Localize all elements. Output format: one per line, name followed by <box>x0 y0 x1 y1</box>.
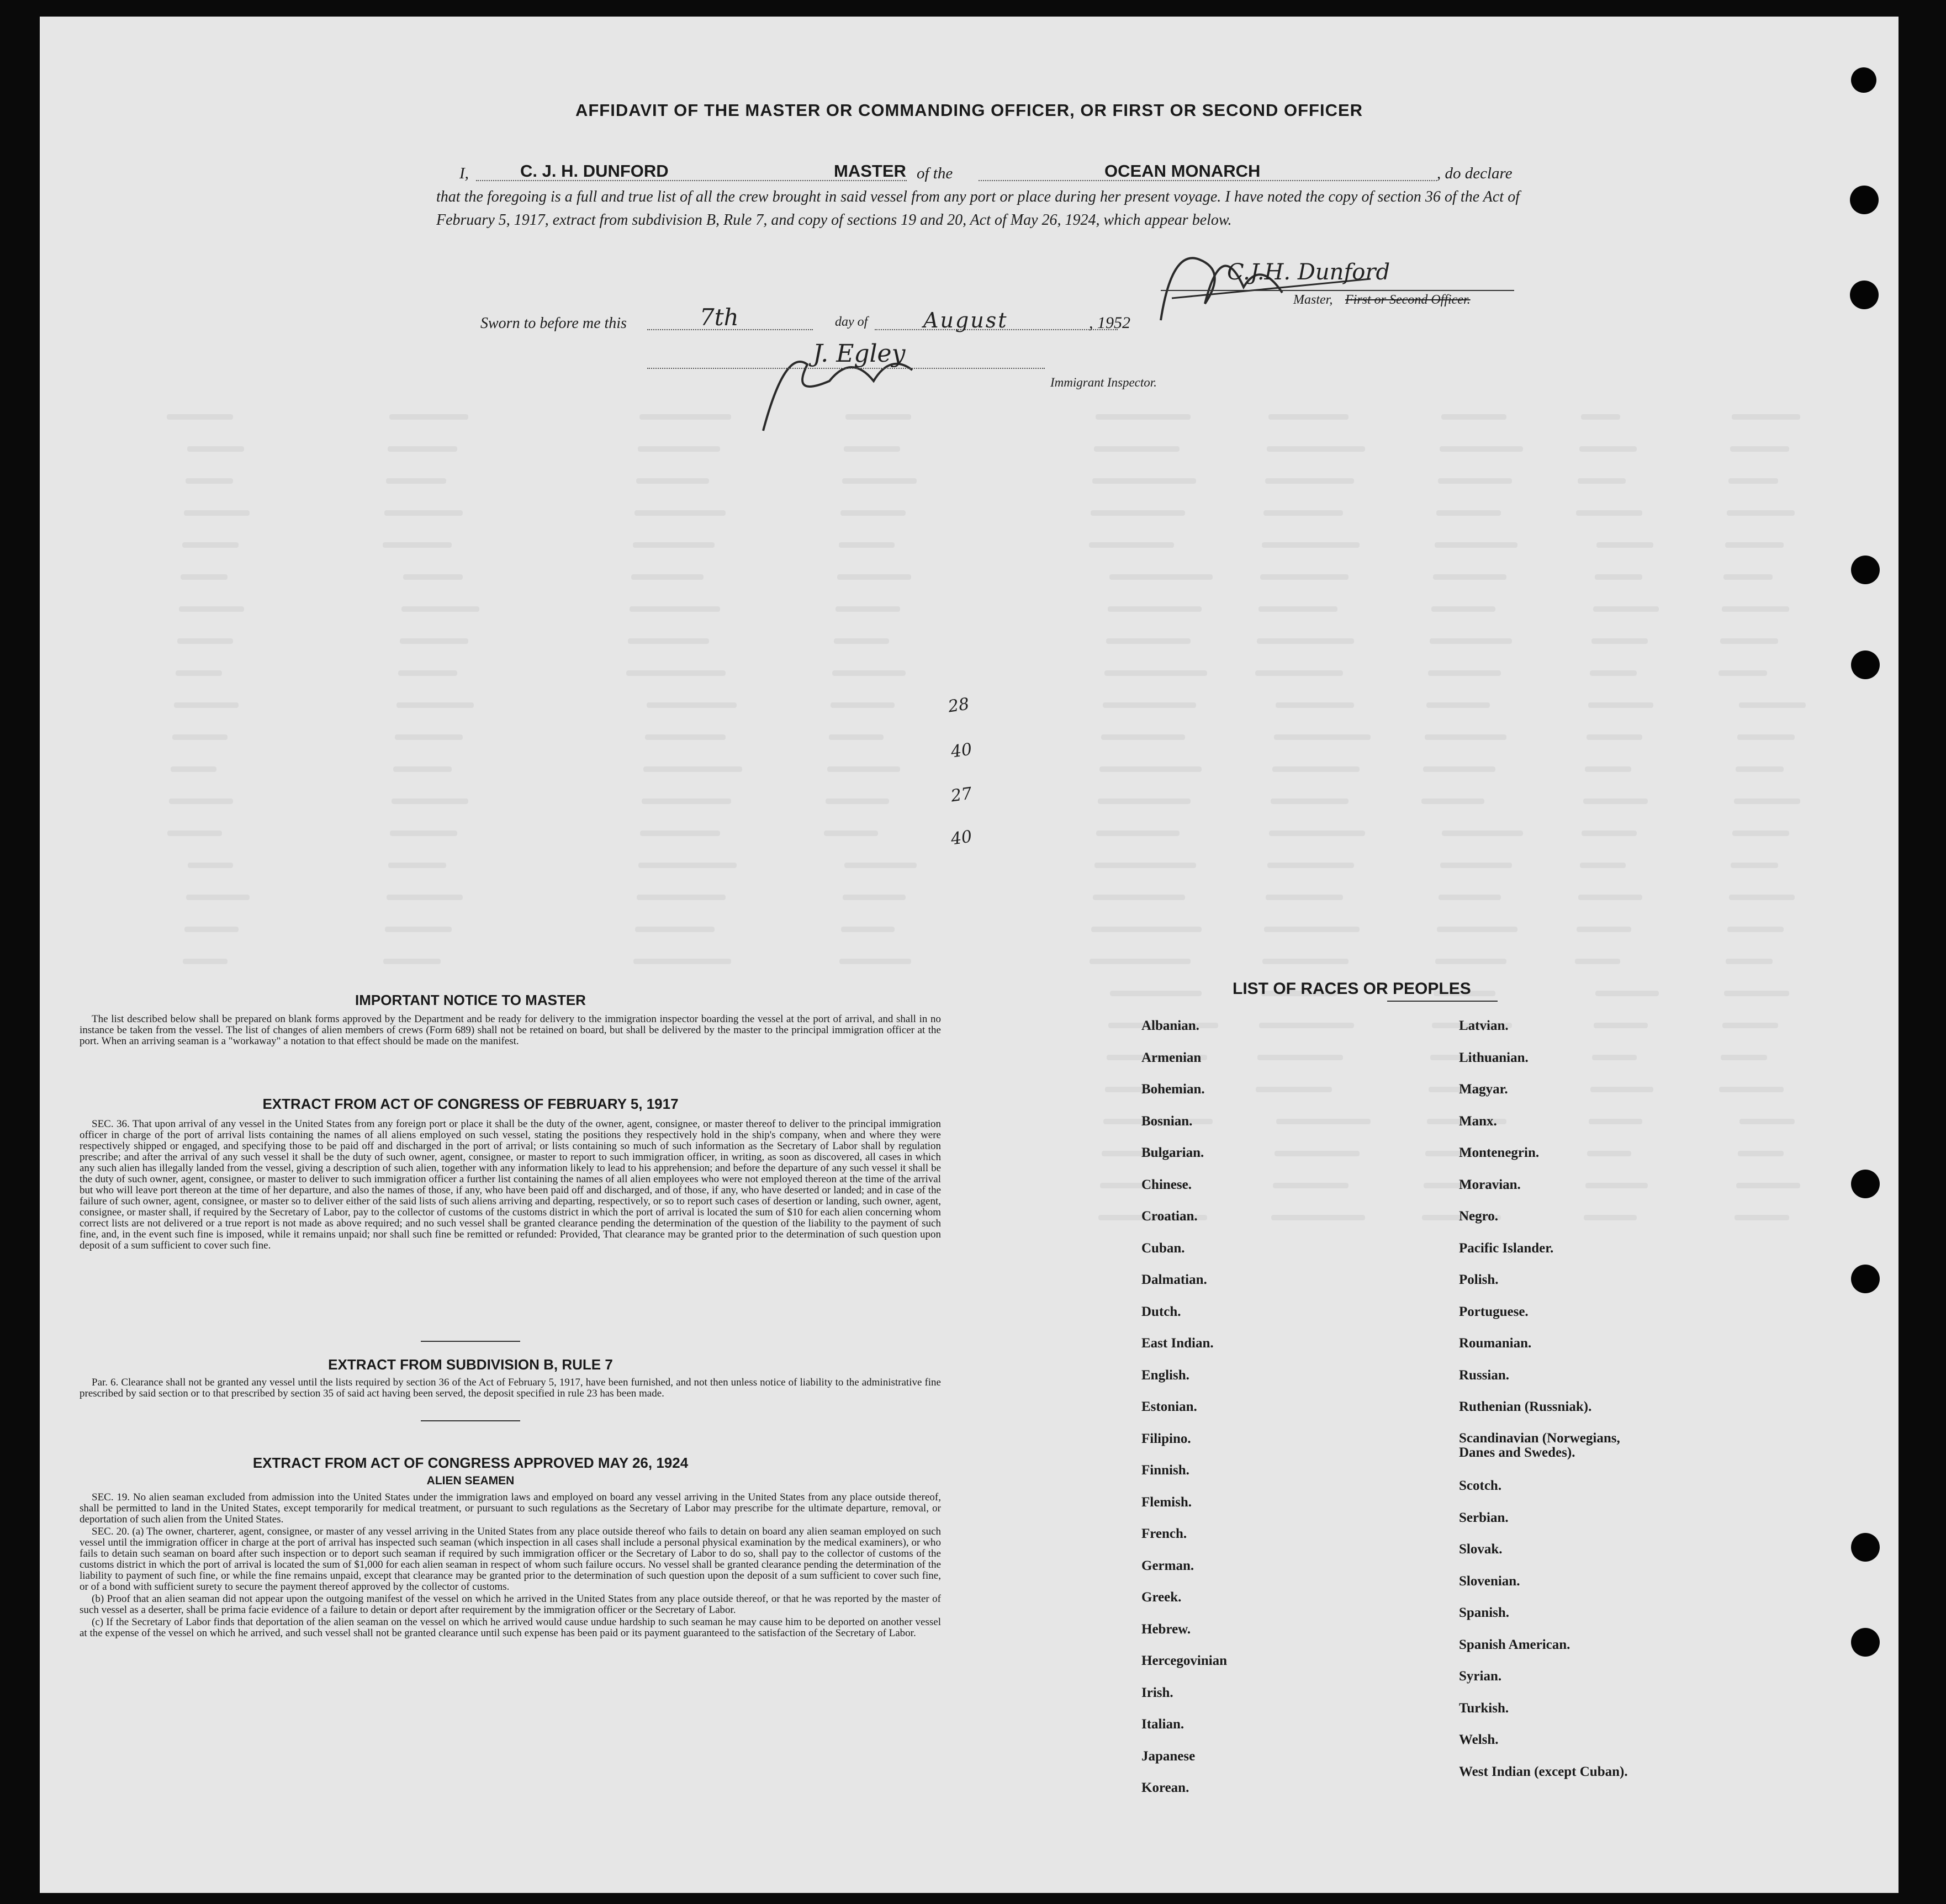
ghost-mark <box>634 510 726 516</box>
extract-1924-title: EXTRACT FROM ACT OF CONGRESS APPROVED MAY 26, 1924 <box>252 1455 689 1471</box>
ghost-mark <box>1595 991 1659 996</box>
ghost-mark <box>1264 927 1360 932</box>
race-item: Cuban. <box>1141 1241 1185 1256</box>
sec-20c-paragraph: (c) If the Secretary of Labor finds that deportation of the alien seaman on the vessel on which he arrived would cause undue hardship to such seaman he may cause him to be deported on another vessel at the expense of the vessel on which he arrived, and such vessel shall not be granted clearance until such expense has been paid or its payment guaranteed to the satisfaction of the Secretary of Labor. <box>80 1616 941 1639</box>
ghost-mark <box>1723 574 1773 580</box>
race-item: Spanish. <box>1459 1605 1510 1620</box>
ghost-mark <box>1736 766 1784 772</box>
extract-1924-text <box>80 1492 941 1640</box>
ghost-mark <box>1577 927 1631 932</box>
ghost-mark <box>837 574 911 580</box>
race-item: Croatian. <box>1141 1209 1198 1224</box>
ghost-mark <box>1594 1023 1648 1028</box>
race-item: Slovak. <box>1459 1542 1503 1557</box>
ghost-mark <box>1726 959 1773 964</box>
race-item: Bosnian. <box>1141 1114 1193 1129</box>
ghost-mark <box>1421 798 1484 804</box>
race-item: East Indian. <box>1141 1336 1214 1351</box>
inspector-signature: J. Egley <box>813 340 906 368</box>
ghost-mark <box>1736 1183 1800 1188</box>
ghost-mark <box>392 798 468 804</box>
ghost-mark <box>1257 1055 1343 1060</box>
do-declare-label: , do declare <box>1437 165 1513 182</box>
race-item: Slovenian. <box>1459 1574 1520 1589</box>
ghost-mark <box>1593 606 1659 612</box>
ghost-mark <box>385 927 452 932</box>
ghost-mark <box>642 798 731 804</box>
ghost-mark <box>647 702 737 708</box>
ghost-mark <box>824 831 878 836</box>
ghost-mark <box>1436 510 1501 516</box>
ghost-mark <box>182 542 239 548</box>
ghost-mark <box>640 831 720 836</box>
ghost-mark <box>1737 734 1795 740</box>
affidavit-body: that the foregoing is a full and true list of all the crew brought in said vessel from any port or place during her present voyage. I have noted the copy of section 36 of the Act of February 5, 1917, extract from subdivision B, Rule 7, and copy of sections 19 and 20, Act of May 26, 1924, which appear below. <box>436 188 1520 229</box>
punch-hole <box>1850 186 1879 214</box>
ghost-mark <box>1106 638 1191 644</box>
ghost-mark <box>638 446 720 452</box>
ghost-mark <box>1578 895 1642 900</box>
ghost-mark <box>1262 542 1360 548</box>
race-item: Albanian. <box>1141 1018 1199 1033</box>
scan-border-right <box>1899 0 1946 1904</box>
ghost-mark <box>633 959 731 964</box>
ghost-mark <box>1265 478 1354 484</box>
ghost-mark <box>1440 863 1512 868</box>
ghost-mark <box>177 638 233 644</box>
race-item: Finnish. <box>1141 1463 1189 1478</box>
ghost-mark <box>1090 959 1191 964</box>
ghost-mark <box>1590 670 1637 676</box>
ghost-mark <box>1585 1183 1648 1188</box>
ghost-mark <box>1581 414 1620 420</box>
ghost-mark <box>1423 766 1495 772</box>
scan-border-left <box>0 0 40 1904</box>
inspector-label: Immigrant Inspector. <box>1050 375 1157 389</box>
race-item: Russian. <box>1459 1368 1510 1383</box>
race-item: Korean. <box>1141 1780 1189 1795</box>
race-item: French. <box>1141 1526 1187 1541</box>
race-item: Estonian. <box>1141 1399 1197 1414</box>
ghost-mark <box>831 702 895 708</box>
ghost-mark <box>635 927 715 932</box>
affidavit-i-label: I, <box>459 165 469 182</box>
race-item: Bulgarian. <box>1141 1145 1204 1160</box>
race-item: Spanish American. <box>1459 1637 1570 1652</box>
punch-hole <box>1851 556 1880 584</box>
ghost-mark <box>1263 510 1343 516</box>
ghost-mark <box>1268 414 1349 420</box>
ghost-mark <box>1438 478 1512 484</box>
ghost-mark <box>1722 606 1789 612</box>
ghost-mark <box>1101 734 1185 740</box>
race-item: Negro. <box>1459 1209 1499 1224</box>
ghost-mark <box>1089 542 1174 548</box>
ghost-mark <box>1255 670 1343 676</box>
ghost-mark <box>1257 638 1354 644</box>
extract-1917-paragraph: SEC. 36. That upon arrival of any vessel in the United States from any foreign port or place it shall be the duty of the owner, agent, consignee, or master thereof to deliver to the principal immigration officer in charge of the port of arrival lists containing the names of all aliens employed on such vessel, stating the positions they respectively hold in the ship's company, when and where they were respectively shipped or engaged, and specifying those to be paid off and discharged in the port of arrival; or lists containing so much of such information as the Secretary of Labor shall by regulation prescribe; and after the arrival of any such vessel it shall be the duty of such owner, agent, consignee, or master to report to such immigration officer, in writing, as soon as discovered, all cases in which any such alien has illegally landed from the vessel, giving a description of such alien, together with any information likely to lead to his apprehension; and before the departure of any such vessel it shall be the duty of such owner, agent, consignee, or master to deliver to such immigration officer a further list containing the names of all alien employees who were not employed thereon at the time of the arrival but who will leave port thereon at the time of her departure, and also the names of those, if any, who have been paid off and discharged, and of those, if any, who have deserted or landed; and in case of the failure of such owner, agent, consignee, or master so to deliver either of the said lists of such aliens arriving and departing, respectively, or so to report such cases of desertion or landing, such owner, agent, consignee, or master shall, if required by the Secretary of Labor, pay to the collector of customs of the customs district in which the port of arrival is located the sum of $10 for each alien concerning whom correct lists are not delivered or a true report is not made as above required; and no such vessel shall be granted clearance pending the determination of the question of the liability to the payment of such fine, and, in the event such fine is imposed, while it remains unpaid; nor shall such fine be remitted or refunded: Provided, That clearance may be granted prior to the determination of such question upon deposit of a sum sufficient to cover such fine. <box>80 1118 941 1251</box>
ghost-mark <box>835 606 900 612</box>
notice-title: IMPORTANT NOTICE TO MASTER <box>355 992 586 1008</box>
ghost-mark <box>1091 510 1185 516</box>
race-item: Turkish. <box>1459 1701 1509 1716</box>
ghost-mark <box>1583 798 1648 804</box>
ghost-mark <box>403 574 463 580</box>
ghost-mark <box>1259 1023 1354 1028</box>
ghost-mark <box>1739 1119 1795 1124</box>
ghost-mark <box>829 734 884 740</box>
ghost-mark <box>1437 927 1517 932</box>
ghost-mark <box>1267 446 1365 452</box>
race-item: Irish. <box>1141 1685 1173 1700</box>
ghost-mark <box>1256 1087 1332 1092</box>
ghost-mark <box>1267 863 1354 868</box>
ghost-mark <box>183 959 228 964</box>
ghost-mark <box>383 542 452 548</box>
ghost-mark <box>1575 959 1620 964</box>
race-item: Greek. <box>1141 1590 1182 1605</box>
ghost-mark <box>172 734 228 740</box>
ghost-mark <box>1442 831 1523 836</box>
race-item: Hebrew. <box>1141 1622 1191 1637</box>
struck-officer-label: First or Second Officer. <box>1345 293 1471 307</box>
rule7-text <box>80 1377 941 1400</box>
ghost-mark <box>1272 766 1360 772</box>
ghost-mark <box>1580 863 1626 868</box>
ghost-mark <box>398 670 457 676</box>
ghost-mark <box>171 766 216 772</box>
ghost-mark <box>1274 734 1371 740</box>
ghost-mark <box>1595 574 1642 580</box>
ghost-mark <box>626 670 726 676</box>
ghost-mark <box>396 702 474 708</box>
ghost-mark <box>628 638 709 644</box>
punch-hole <box>1851 650 1880 679</box>
ghost-mark <box>1271 798 1349 804</box>
ghost-mark <box>1435 959 1506 964</box>
ghost-mark <box>1430 638 1512 644</box>
ghost-mark <box>1728 478 1778 484</box>
race-item: Manx. <box>1459 1114 1497 1129</box>
ghost-mark <box>1596 542 1653 548</box>
ghost-mark <box>401 606 479 612</box>
ghost-mark <box>1720 638 1778 644</box>
ghost-mark <box>393 766 452 772</box>
inspector-line <box>647 368 1045 369</box>
master-label: Master, <box>1293 293 1333 307</box>
ghost-mark <box>167 831 222 836</box>
punch-hole <box>1851 67 1876 93</box>
ghost-mark <box>1275 1151 1360 1156</box>
ghost-mark <box>1435 542 1517 548</box>
ghost-mark <box>1718 670 1767 676</box>
sec-20b-paragraph: (b) Proof that an alien seaman did not appear upon the outgoing manifest of the vessel on which he arrived in the United States from any place outside thereof, or that he was reported by the master of such vessel as a deserter, shall be prima facie evidence of a failure to detain or deport after requirement by the immigration officer or the Secretary of Labor. <box>80 1593 941 1616</box>
ghost-mark <box>1425 734 1506 740</box>
ghost-mark <box>1591 638 1648 644</box>
ghost-mark <box>637 895 726 900</box>
ghost-mark <box>1730 446 1789 452</box>
ghost-mark <box>1108 606 1202 612</box>
race-item: English. <box>1141 1368 1189 1383</box>
ghost-mark <box>1732 414 1800 420</box>
ghost-mark <box>1271 1215 1365 1220</box>
ghost-mark <box>1098 798 1191 804</box>
margin-note-4: 40 <box>949 827 974 849</box>
ghost-mark <box>844 446 900 452</box>
ghost-mark <box>638 863 737 868</box>
ghost-mark <box>400 638 468 644</box>
affidavit-title: AFFIDAVIT OF THE MASTER OR COMMANDING OFFICER, OR FIRST OR SECOND OFFICER <box>575 101 1363 120</box>
ghost-mark <box>1440 446 1523 452</box>
race-item: Armenian <box>1141 1050 1202 1065</box>
ghost-mark <box>844 863 917 868</box>
ghost-mark <box>174 702 239 708</box>
ghost-mark <box>1592 1055 1637 1060</box>
ghost-mark <box>843 895 906 900</box>
punch-hole <box>1850 281 1879 309</box>
ghost-mark <box>1588 702 1653 708</box>
ghost-mark <box>1431 606 1495 612</box>
ghost-mark <box>1590 1087 1653 1092</box>
ghost-mark <box>842 478 917 484</box>
race-item: German. <box>1141 1558 1194 1573</box>
ghost-mark <box>1725 542 1784 548</box>
ghost-mark <box>1099 766 1202 772</box>
rule7-title: EXTRACT FROM SUBDIVISION B, RULE 7 <box>328 1356 613 1373</box>
race-item: Hercegovinian <box>1141 1653 1228 1668</box>
ghost-mark <box>186 895 250 900</box>
ghost-mark <box>1104 670 1207 676</box>
races-title: LIST OF RACES OR PEOPLES <box>1233 980 1471 998</box>
ghost-mark <box>1724 991 1789 996</box>
extract-1924-subtitle: ALIEN SEAMEN <box>426 1474 515 1487</box>
ghost-mark <box>631 574 704 580</box>
race-item: Latvian. <box>1459 1018 1509 1033</box>
race-item: Scotch. <box>1459 1478 1502 1493</box>
race-item: Bohemian. <box>1141 1082 1205 1097</box>
ghost-mark <box>840 510 906 516</box>
ghost-mark <box>827 766 900 772</box>
ghost-mark <box>1096 414 1191 420</box>
ghost-mark <box>636 478 709 484</box>
notice-text <box>80 1014 941 1048</box>
ghost-mark <box>388 863 446 868</box>
ghost-mark <box>1587 1151 1631 1156</box>
race-item: Serbian. <box>1459 1510 1509 1525</box>
ghost-mark <box>384 510 463 516</box>
ghost-mark <box>1093 895 1185 900</box>
vessel-name: OCEAN MONARCH <box>1104 161 1261 181</box>
ghost-mark <box>395 734 463 740</box>
punch-hole <box>1851 1170 1880 1198</box>
ghost-mark <box>645 734 726 740</box>
ghost-mark <box>1262 959 1349 964</box>
ghost-mark <box>1441 414 1506 420</box>
ghost-mark <box>390 831 457 836</box>
ghost-mark <box>1735 1215 1789 1220</box>
ghost-mark <box>1727 510 1795 516</box>
ghost-mark <box>1584 1215 1637 1220</box>
ghost-mark <box>1589 1119 1642 1124</box>
ghost-mark <box>839 542 895 548</box>
ghost-mark <box>1579 446 1637 452</box>
race-item: Lithuanian. <box>1459 1050 1529 1065</box>
extract-1917-title: EXTRACT FROM ACT OF CONGRESS OF FEBRUARY 5, 1917 <box>262 1096 679 1112</box>
month-value: August <box>923 308 1008 332</box>
sec-19-paragraph: SEC. 19. No alien seaman excluded from admission into the United States under the immigration laws and employed on board any vessel arriving in the United States from any place outside thereof, shall be permitted to land in the United States, except temporarily for medical treatment, or pursuant to such regulations as the Secretary of Labor may prescribe for the ultimate departure, removal, or deportation of such alien from the United States. <box>80 1492 941 1525</box>
of-the-label: of the <box>917 165 953 182</box>
ghost-mark <box>1433 574 1506 580</box>
rule7-paragraph: Par. 6. Clearance shall not be granted any vessel until the lists required by section 36 of the Act of February 5, 1917, have been furnished, and not then unless notice of liability to the administrative fine prescribed by said section or to that prescribed by section 35 of said act having been served, the deposit specified in rule 23 has been made. <box>80 1377 941 1399</box>
race-item: Welsh. <box>1459 1732 1499 1747</box>
ghost-mark <box>1587 734 1642 740</box>
ghost-mark <box>1094 446 1180 452</box>
punch-hole <box>1851 1628 1880 1657</box>
signature-line <box>1161 290 1514 291</box>
race-item: Roumanian. <box>1459 1336 1532 1351</box>
race-item: Italian. <box>1141 1717 1184 1732</box>
ghost-mark <box>387 895 463 900</box>
master-rank: MASTER <box>834 161 906 181</box>
margin-note-1: 28 <box>946 694 971 717</box>
ghost-mark <box>167 414 233 420</box>
ghost-mark <box>1722 1023 1778 1028</box>
ghost-mark <box>1273 1183 1349 1188</box>
ghost-mark <box>184 510 250 516</box>
margin-note-3: 27 <box>949 784 974 806</box>
ghost-mark <box>1585 766 1631 772</box>
ghost-mark <box>1727 927 1784 932</box>
race-item: Moravian. <box>1459 1177 1521 1192</box>
ghost-mark <box>1428 670 1501 676</box>
race-item: Polish. <box>1459 1272 1499 1287</box>
ghost-mark <box>1731 863 1778 868</box>
ghost-mark <box>1738 1151 1784 1156</box>
ghost-mark <box>1109 574 1213 580</box>
race-item: Flemish. <box>1141 1495 1192 1510</box>
master-signature: C.J.H. Dunford <box>1227 260 1390 285</box>
ghost-mark <box>841 927 895 932</box>
ghost-mark <box>188 863 233 868</box>
ghost-mark <box>1110 991 1202 996</box>
punch-hole <box>1851 1265 1880 1293</box>
ghost-mark <box>1582 831 1637 836</box>
ghost-mark <box>181 574 228 580</box>
race-item: Montenegrin. <box>1459 1145 1540 1160</box>
ghost-mark <box>187 446 244 452</box>
ghost-mark <box>176 670 222 676</box>
ghost-mark <box>388 446 457 452</box>
race-item: Dalmatian. <box>1141 1272 1207 1287</box>
ghost-mark <box>1734 798 1800 804</box>
ghost-mark <box>1096 831 1180 836</box>
ghost-mark <box>633 542 715 548</box>
race-item: Chinese. <box>1141 1177 1192 1192</box>
day-value: 7th <box>700 304 739 331</box>
ghost-mark <box>1260 574 1349 580</box>
race-item: Pacific Islander. <box>1459 1241 1554 1256</box>
day-of-label: day of <box>835 315 868 329</box>
ghost-mark <box>832 670 906 676</box>
ghost-mark <box>1439 895 1501 900</box>
ghost-mark <box>834 638 889 644</box>
race-item: West Indian (except Cuban). <box>1459 1764 1628 1779</box>
race-item: Scandinavian (Norwegians, Danes and Swedes). <box>1459 1431 1620 1460</box>
ghost-mark <box>386 478 446 484</box>
ghost-mark <box>1576 510 1642 516</box>
divider-2 <box>421 1420 520 1421</box>
ghost-mark <box>1721 1055 1767 1060</box>
ghost-mark <box>826 798 889 804</box>
ghost-mark <box>1266 895 1343 900</box>
ghost-mark <box>184 927 239 932</box>
races-divider <box>1387 1001 1498 1002</box>
race-item: Dutch. <box>1141 1304 1181 1319</box>
master-name: C. J. H. DUNFORD <box>520 161 669 181</box>
sworn-label: Sworn to before me this <box>480 315 627 332</box>
ghost-mark <box>1578 478 1626 484</box>
year-value: , 1952 <box>1089 314 1130 332</box>
ghost-mark <box>1258 606 1337 612</box>
margin-note-2: 40 <box>949 739 974 762</box>
ghost-mark <box>1719 1087 1784 1092</box>
race-item: Ruthenian (Russniak). <box>1459 1399 1592 1414</box>
sec-20a-paragraph: SEC. 20. (a) The owner, charterer, agent, consignee, or master of any vessel arriving in the United States from any place outside thereof who fails to detain on board any alien seaman employed on such vessel until the immigration officer in charge at the port of arrival has inspected such seaman (which inspection in all cases shall include a personal physical examination by the medical examiners), or who fails to detain such seaman on board after such inspection or to deport such seaman if required by such immigration officer or the Secretary of Labor to do so, shall pay to the collector of customs of the customs district in which the port of arrival is located the sum of $1,000 for each alien seaman in respect of whom such failure occurs. No vessel shall be granted clearance pending the determination of the liability to payment of such fine, or while the fine remains unpaid, except that clearance may be granted prior to the determination of such question upon the deposit of a sum sufficient to cover such fine, or of a bond with sufficient surety to secure the payment thereof approved by the collector of customs. <box>80 1526 941 1593</box>
race-item: Japanese <box>1141 1749 1196 1764</box>
ghost-mark <box>179 606 244 612</box>
race-item: Magyar. <box>1459 1082 1508 1097</box>
ghost-mark <box>389 414 468 420</box>
ghost-mark <box>1732 831 1789 836</box>
ghost-mark <box>186 478 233 484</box>
ghost-mark <box>1276 702 1354 708</box>
ghost-mark <box>1091 927 1202 932</box>
extract-1917-text <box>80 1119 941 1252</box>
ghost-mark <box>1426 702 1490 708</box>
ghost-mark <box>1269 831 1365 836</box>
ghost-mark <box>643 766 742 772</box>
ghost-mark <box>1094 863 1196 868</box>
ghost-mark <box>1092 478 1196 484</box>
punch-hole <box>1851 1533 1880 1562</box>
ghost-mark <box>1276 1119 1371 1124</box>
ghost-mark <box>839 959 911 964</box>
race-item: Syrian. <box>1459 1669 1502 1684</box>
ghost-mark <box>639 414 731 420</box>
divider-1 <box>421 1341 520 1342</box>
ghost-mark <box>1739 702 1806 708</box>
ghost-mark <box>1729 895 1795 900</box>
ghost-mark <box>169 798 233 804</box>
document-page <box>40 17 1899 1893</box>
ghost-mark <box>1103 702 1196 708</box>
notice-paragraph: The list described below shall be prepared on blank forms approved by the Department and be ready for delivery to the immigration inspector boarding the vessel at the port of arrival, and shall in no instance be taken from the vessel. The list of changes of alien members of crews (Form 689) shall not be retained on board, but shall be delivered by the master to the principal immigration officer at the port. When an arriving seaman is a "workaway" a notation to that effect should be made on the manifest. <box>80 1013 941 1047</box>
race-item: Portuguese. <box>1459 1304 1529 1319</box>
ghost-mark <box>630 606 720 612</box>
ghost-mark <box>383 959 441 964</box>
race-item: Filipino. <box>1141 1431 1191 1446</box>
